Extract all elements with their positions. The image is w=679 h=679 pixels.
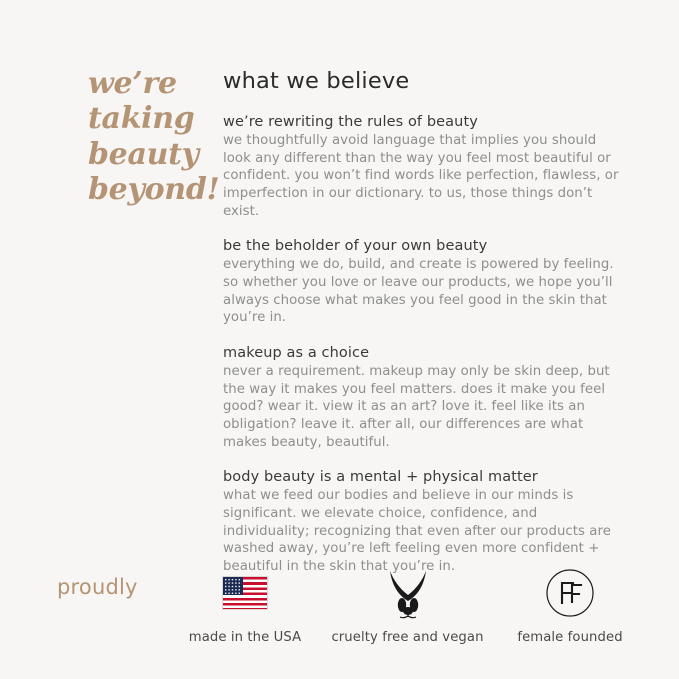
headline-line-1: we’re xyxy=(88,66,177,101)
belief-item xyxy=(223,345,623,451)
headline-line-2: taking xyxy=(88,101,195,137)
belief-title: makeup as a choice xyxy=(223,345,370,362)
proudly-label: proudly xyxy=(57,575,138,599)
belief-item xyxy=(223,238,623,327)
badge-made-in-usa xyxy=(175,564,315,645)
cruelty-free-bunny-icon xyxy=(320,564,495,622)
belief-item xyxy=(223,114,623,220)
badge-caption: cruelty free and vegan xyxy=(331,630,484,645)
belief-body: what we feed our bodies and believe in our minds is significant. we elevate choice, confidence, and individuality; recognizing that even after our products are washed away, you’re left feeling even more confident + beautiful in the skin that you’re in. xyxy=(223,488,611,575)
usa-flag-icon xyxy=(175,564,315,622)
belief-body: everything we do, build, and create is powered by feeling. so whether you love or leave our products, we hope you’ll always choose what makes you feel good in the skin that you’re in. xyxy=(223,257,614,326)
badge-caption: female founded xyxy=(517,630,623,645)
belief-body: we thoughtfully avoid language that implies you should look any different than the way you feel most beautiful or confident. you won’t find words like perfection, flawless, or imperfection in our dictionary. to us, those things don’t exist. xyxy=(223,133,619,219)
badge-female-founded xyxy=(500,564,640,645)
belief-body: never a requirement. makeup may only be skin deep, but the way it makes you feel matters. does it make you feel good? wear it. view it as an art? love it. feel like its an obligation? leave it. after all, our differences are what makes beauty, beautiful. xyxy=(223,364,610,450)
belief-title: be the beholder of your own beauty xyxy=(223,238,488,255)
page-title: what we believe xyxy=(223,68,410,94)
belief-title: we’re rewriting the rules of beauty xyxy=(223,114,478,130)
badges-row xyxy=(0,560,679,670)
belief-title: body beauty is a mental + physical matter xyxy=(223,469,538,486)
badge-cruelty-free xyxy=(320,564,495,645)
headline-line-3: beauty xyxy=(88,136,199,172)
believe-section xyxy=(223,68,623,576)
female-founded-icon xyxy=(500,564,640,622)
headline-line-4: beyond! xyxy=(88,172,220,208)
badge-caption: made in the USA xyxy=(188,630,302,645)
headline xyxy=(88,66,220,208)
